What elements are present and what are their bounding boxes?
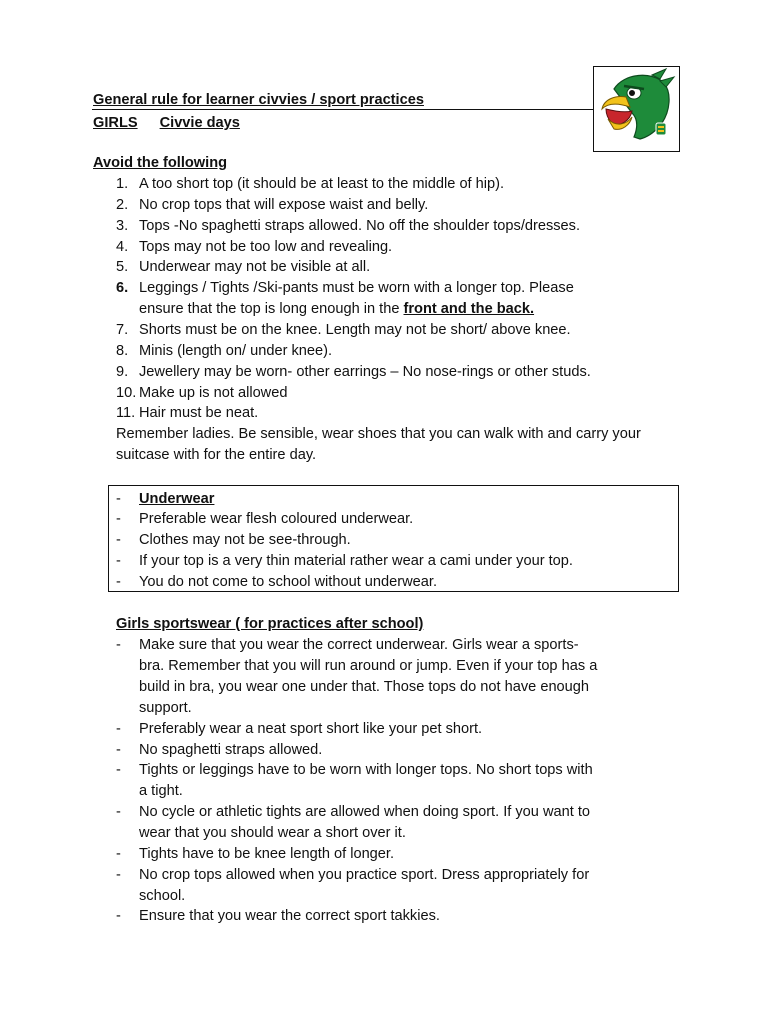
list-text: Shorts must be on the knee. Length may not be short/ above knee. [139, 322, 571, 338]
dash-bullet: - [116, 867, 121, 883]
list-text: Hair must be neat. [139, 405, 259, 421]
list-text: Tops may not be too low and revealing. [139, 239, 393, 255]
dash-bullet: - [116, 804, 121, 820]
list-number: 8. [116, 343, 129, 359]
list-number: 3. [116, 218, 129, 234]
list-text: A too short top (it should be at least to the middle of hip). [139, 176, 505, 192]
dash-bullet: - [116, 908, 121, 924]
list-text: No crop tops allowed when you practice sport. Dress appropriately for [139, 867, 590, 883]
dash-bullet: - [116, 846, 121, 862]
list-number: 6. [116, 280, 129, 296]
dash-bullet: - [116, 637, 121, 653]
list-text: Underwear may not be visible at all. [139, 259, 371, 275]
list-text: Make sure that you wear the correct underwear. Girls wear a sports- [139, 637, 579, 653]
dash-bullet: - [116, 762, 121, 778]
dash-bullet: - [116, 553, 121, 569]
list-text: No cycle or athletic tights are allowed when doing sport. If you want to [139, 804, 591, 820]
list-text: No spaghetti straps allowed. [139, 742, 323, 758]
remember-note: Remember ladies. Be sensible, wear shoes that you can walk with and carry your suitcase with for the entire day. [116, 426, 641, 463]
list-text: If your top is a very thin material rather wear a cami under your top. [139, 553, 573, 569]
dash-bullet: - [116, 574, 121, 590]
dash-bullet: - [116, 491, 121, 507]
list-text: Tops -No spaghetti straps allowed. No off the shoulder tops/dresses. [139, 218, 581, 234]
avoid-heading: Avoid the following [93, 155, 228, 171]
subheading [93, 113, 240, 134]
list-text: Make up is not allowed [139, 385, 288, 401]
list-number: 4. [116, 239, 129, 255]
list-text: Jewellery may be worn- other earrings – No nose-rings or other studs. [139, 364, 591, 380]
list-text: No crop tops that will expose waist and belly. [139, 197, 429, 213]
emphasis-front-back: front and the back. [403, 300, 535, 317]
list-text-continued: wear that you should wear a short over it. [139, 825, 406, 841]
list-text-continued: bra. Remember that you will run around or jump. Even if your top has a [139, 658, 598, 674]
eagle-mascot-icon [594, 67, 679, 151]
dash-bullet: - [116, 511, 121, 527]
list-number: 9. [116, 364, 129, 380]
list-text: Preferably wear a neat sport short like your pet short. [139, 721, 483, 737]
list-text-continued: build in bra, you wear one under that. Those tops do not have enough [139, 679, 590, 695]
school-logo [593, 66, 680, 152]
list-text-continued [139, 299, 534, 320]
dash-bullet: - [116, 532, 121, 548]
subheading-girls: GIRLS [93, 115, 138, 131]
sportswear-heading: Girls sportswear ( for practices after school) [116, 616, 424, 632]
subheading-civvie-days: Civvie days [159, 115, 240, 131]
dash-bullet: - [116, 721, 121, 737]
page-title: General rule for learner civvies / sport practices [93, 92, 424, 108]
list-text: Tights or leggings have to be worn with longer tops. No short tops with [139, 762, 593, 778]
list-text: Ensure that you wear the correct sport takkies. [139, 908, 440, 924]
list-text: Tights have to be knee length of longer. [139, 846, 395, 862]
list-text: Clothes may not be see-through. [139, 532, 351, 548]
list-number: 5. [116, 259, 129, 275]
list-text: You do not come to school without underwear. [139, 574, 438, 590]
underwear-heading: Underwear [139, 491, 215, 507]
list-text-continued: school. [139, 888, 186, 904]
list-text: Leggings / Tights /Ski-pants must be worn with a longer top. Please [139, 280, 574, 296]
title-divider [92, 109, 594, 110]
list-text: Minis (length on/ under knee). [139, 343, 333, 359]
list-number: 2. [116, 197, 129, 213]
list-text-continued: a tight. [139, 783, 183, 799]
list-number: 11. [116, 405, 136, 421]
list-number: 1. [116, 176, 129, 192]
list-number: 10. [116, 385, 137, 401]
dash-bullet: - [116, 742, 121, 758]
list-text-continued: support. [139, 700, 192, 716]
list-text-part: ensure that the top is long enough in the [139, 300, 404, 317]
list-number: 7. [116, 322, 129, 338]
list-text: Preferable wear flesh coloured underwear. [139, 511, 414, 527]
